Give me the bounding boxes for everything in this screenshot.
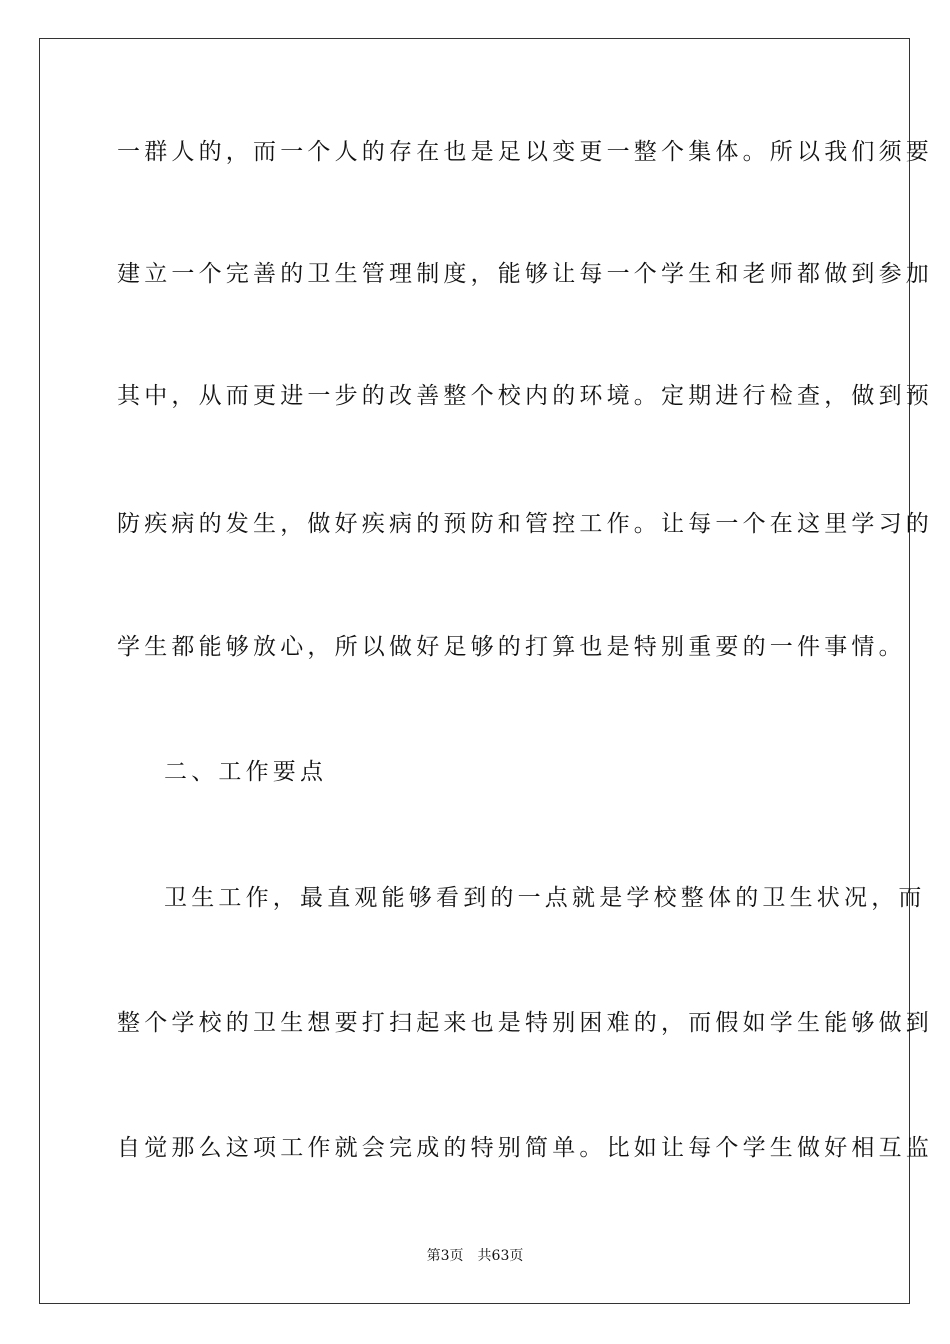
paragraph-line-5: 学生都能够放心，所以做好足够的打算也是特别重要的一件事情。	[117, 634, 906, 660]
section-heading: 二、工作要点	[164, 759, 328, 785]
paragraph-line-1: 一群人的，而一个人的存在也是足以变更一整个集体。所以我们须要	[117, 139, 933, 165]
page-footer	[0, 1247, 950, 1265]
section-line-1: 卫生工作，最直观能够看到的一点就是学校整体的卫生状况，而	[164, 885, 926, 911]
paragraph-line-3: 其中，从而更进一步的改善整个校内的环境。定期进行检查，做到预	[117, 383, 933, 409]
paragraph-line-4: 防疾病的发生，做好疾病的预防和管控工作。让每一个在这里学习的	[117, 511, 933, 537]
page-total: 共63页	[477, 1248, 524, 1264]
paragraph-line-2: 建立一个完善的卫生管理制度，能够让每一个学生和老师都做到参加	[117, 261, 933, 287]
section-line-3: 自觉那么这项工作就会完成的特别简单。比如让每个学生做好相互监	[117, 1135, 933, 1161]
page-border	[39, 38, 933, 1304]
section-line-2: 整个学校的卫生想要打扫起来也是特别困难的，而假如学生能够做到	[117, 1010, 933, 1036]
page-number: 第3页	[426, 1248, 464, 1264]
